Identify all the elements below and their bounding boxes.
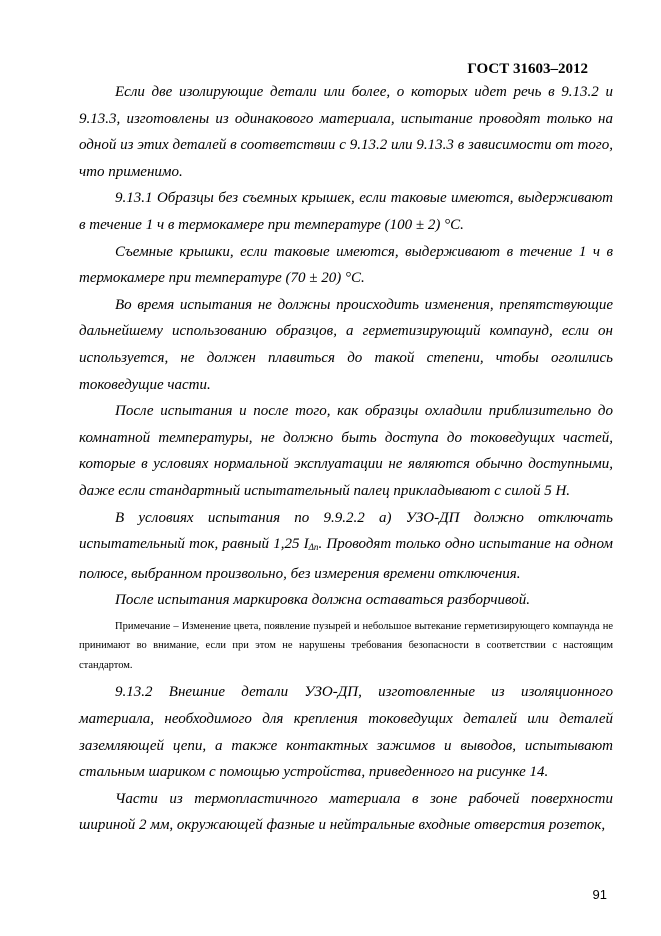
- paragraph-after-test: После испытания и после того, как образцы охладили приблизительно до комнатной температуры, не должно быть доступа до токоведущих частей, которые в условиях нормальной эксплуатации не являются обычно доступными, даже если стандартный испытательный палец прикладывают с силой 5 Н.: [79, 403, 613, 499]
- paragraph-9-13-1: 9.13.1 Образцы без съемных крышек, если таковые имеются, выдерживают в течение 1 ч в термокамере при температуре (100 ± 2) °С.: [79, 190, 613, 233]
- paragraph-insulating-parts: Если две изолирующие детали или более, о которых идет речь в 9.13.2 и 9.13.3, изготовлены из одинакового материала, испытание проводят только на одной из этих деталей в соответствии с 9.13.2 или 9.13.3 в зависимости от того, что применимо.: [79, 84, 613, 180]
- paragraph-marking: После испытания маркировка должна оставаться разборчивой.: [115, 592, 531, 609]
- test-conditions-text-b: . Проводят только одно испытание на одном полюсе, выбранном произвольно, без измерения времени отключения.: [79, 536, 613, 582]
- page-number: 91: [592, 887, 607, 902]
- paragraph-test-conditions: [79, 505, 613, 588]
- document-header: [467, 61, 588, 78]
- paragraph-during-test: Во время испытания не должны происходить изменения, препятствующие дальнейшему использованию образцов, а герметизирующий компаунд, если он используется, не должен плавиться до такой степени, чтобы оголились токоведущие части.: [79, 296, 613, 393]
- note-paragraph: Примечание – Изменение цвета, появление пузырей и небольшое вытекание герметизирующего компаунда не принимают во внимание, если при этом не нарушены требования безопасности в соответствии с настоящим стандартом.: [79, 620, 613, 671]
- current-subscript: Δn: [308, 542, 319, 553]
- paragraph-thermoplastic-parts: Части из термопластичного материала в зоне рабочей поверхности шириной 2 мм, окружающей фазные и нейтральные входные отверстия розеток,: [79, 790, 613, 834]
- paragraph-removable-covers: Съемные крышки, если таковые имеются, выдерживают в течение 1 ч в термокамере при температуре (70 ± 20) °С.: [79, 243, 613, 287]
- standard-number: ГОСТ 31603–2012: [467, 61, 588, 77]
- test-conditions-text-a: В условиях испытания по 9.9.2.2 а) УЗО-ДП должно отключать испытательный ток, равный 1,25 I: [79, 509, 613, 553]
- page-body: [79, 79, 613, 839]
- paragraph-9-13-2: 9.13.2 Внешние детали УЗО-ДП, изготовленные из изоляционного материала, необходимого для крепления токоведущих деталей или деталей заземляющей цепи, а также контактных зажимов и выводов, испытывают стальным шариком с помощью устройства, приведенного на рисунке 14.: [79, 684, 613, 781]
